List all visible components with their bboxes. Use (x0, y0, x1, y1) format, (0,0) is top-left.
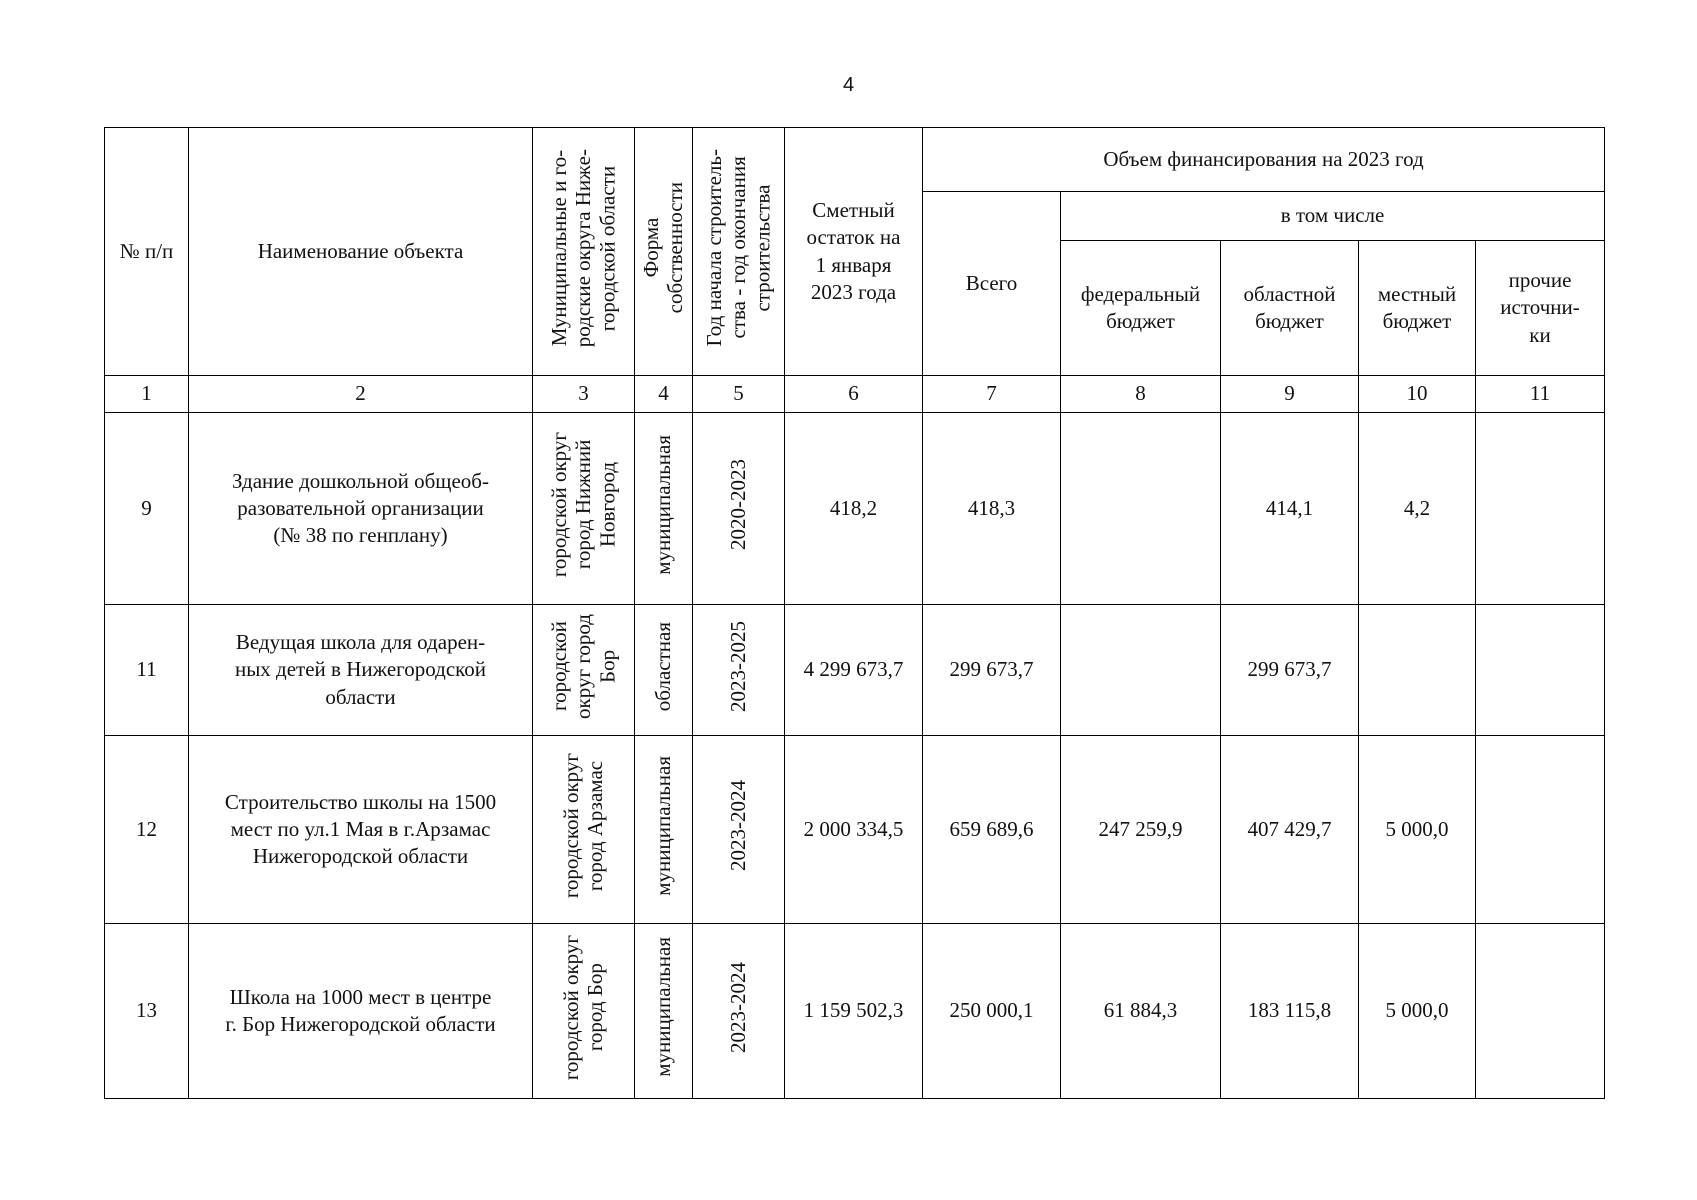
row-balance: 418,2 (785, 413, 923, 605)
column-number: 2 (189, 376, 533, 413)
row-ownership-cell (635, 924, 693, 1099)
row-years: 2023-2024 (726, 961, 751, 1053)
row-federal: 61 884,3 (1061, 924, 1221, 1099)
row-name: Ведущая школа для одарен- ных детей в Нижегородской области (189, 605, 533, 736)
row-num: 13 (105, 924, 189, 1099)
row-local: 4,2 (1359, 413, 1476, 605)
row-years-cell (693, 605, 785, 736)
row-ownership: муниципальная (651, 755, 676, 896)
row-years-cell (693, 924, 785, 1099)
row-years: 2020-2023 (726, 459, 751, 551)
header-num: № п/п (105, 128, 189, 376)
column-number: 1 (105, 376, 189, 413)
row-municipal-cell (533, 605, 635, 736)
row-total: 659 689,6 (923, 736, 1061, 924)
column-number: 4 (635, 376, 693, 413)
row-total: 418,3 (923, 413, 1061, 605)
header-ownership: Форма собственности (639, 182, 688, 314)
row-years: 2023-2025 (726, 620, 751, 712)
table-row (105, 413, 1605, 605)
table-row (105, 736, 1605, 924)
row-balance: 4 299 673,7 (785, 605, 923, 736)
column-number: 3 (533, 376, 635, 413)
row-municipal: городской округ город Нижний Новгород (547, 432, 620, 578)
row-federal (1061, 413, 1221, 605)
row-ownership-cell (635, 413, 693, 605)
row-federal: 247 259,9 (1061, 736, 1221, 924)
row-ownership: областная (651, 621, 676, 711)
column-number: 6 (785, 376, 923, 413)
column-number: 5 (693, 376, 785, 413)
row-other (1476, 605, 1605, 736)
row-other (1476, 736, 1605, 924)
header-federal: федеральный бюджет (1061, 241, 1221, 376)
header-municipal-cell (533, 128, 635, 376)
header-other: прочие источни- ки (1476, 241, 1605, 376)
row-regional: 183 115,8 (1221, 924, 1359, 1099)
column-number: 9 (1221, 376, 1359, 413)
row-ownership: муниципальная (651, 937, 676, 1078)
row-balance: 1 159 502,3 (785, 924, 923, 1099)
row-federal (1061, 605, 1221, 736)
row-num: 12 (105, 736, 189, 924)
row-total: 299 673,7 (923, 605, 1061, 736)
column-number: 11 (1476, 376, 1605, 413)
row-balance: 2 000 334,5 (785, 736, 923, 924)
row-municipal-cell (533, 736, 635, 924)
header-balance: Сметный остаток на 1 января 2023 года (785, 128, 923, 376)
header-regional: областной бюджет (1221, 241, 1359, 376)
row-years-cell (693, 736, 785, 924)
header-years: Год начала строитель- ства - год окончания строительства (702, 149, 775, 347)
header-years-cell (693, 128, 785, 376)
header-total: Всего (923, 192, 1061, 376)
header-municipal: Муниципальные и го- родские округа Нижe- городской области (547, 148, 620, 347)
header-ownership-cell (635, 128, 693, 376)
financing-table (104, 127, 1605, 1099)
column-number-row (105, 376, 1605, 413)
row-municipal-cell (533, 413, 635, 605)
column-number: 7 (923, 376, 1061, 413)
column-number: 8 (1061, 376, 1221, 413)
row-other (1476, 413, 1605, 605)
row-regional: 414,1 (1221, 413, 1359, 605)
row-local: 5 000,0 (1359, 924, 1476, 1099)
row-name: Строительство школы на 1500 мест по ул.1 Мая в г.Арзамас Нижегородской области (189, 736, 533, 924)
row-municipal: городской округ город Бор (547, 613, 620, 719)
row-ownership-cell (635, 605, 693, 736)
row-num: 11 (105, 605, 189, 736)
row-ownership-cell (635, 736, 693, 924)
table-row (105, 924, 1605, 1099)
row-local (1359, 605, 1476, 736)
header-name: Наименование объекта (189, 128, 533, 376)
header-including: в том числе (1061, 192, 1605, 241)
row-municipal: городской округ город Арзамас (559, 753, 608, 899)
row-regional: 299 673,7 (1221, 605, 1359, 736)
row-regional: 407 429,7 (1221, 736, 1359, 924)
row-local: 5 000,0 (1359, 736, 1476, 924)
row-num: 9 (105, 413, 189, 605)
table-row (105, 605, 1605, 736)
row-ownership: муниципальная (651, 434, 676, 575)
row-years: 2023-2024 (726, 780, 751, 872)
row-name: Школа на 1000 мест в центре г. Бор Нижегородской области (189, 924, 533, 1099)
row-other (1476, 924, 1605, 1099)
row-years-cell (693, 413, 785, 605)
header-financing: Объем финансирования на 2023 год (923, 128, 1605, 192)
header-local: местный бюджет (1359, 241, 1476, 376)
row-total: 250 000,1 (923, 924, 1061, 1099)
row-name: Здание дошкольной общеоб- разовательной организации (№ 38 по генплану) (189, 413, 533, 605)
row-municipal-cell (533, 924, 635, 1099)
row-municipal: городской округ город Бор (559, 934, 608, 1080)
column-number: 10 (1359, 376, 1476, 413)
page-number: 4 (842, 74, 855, 96)
